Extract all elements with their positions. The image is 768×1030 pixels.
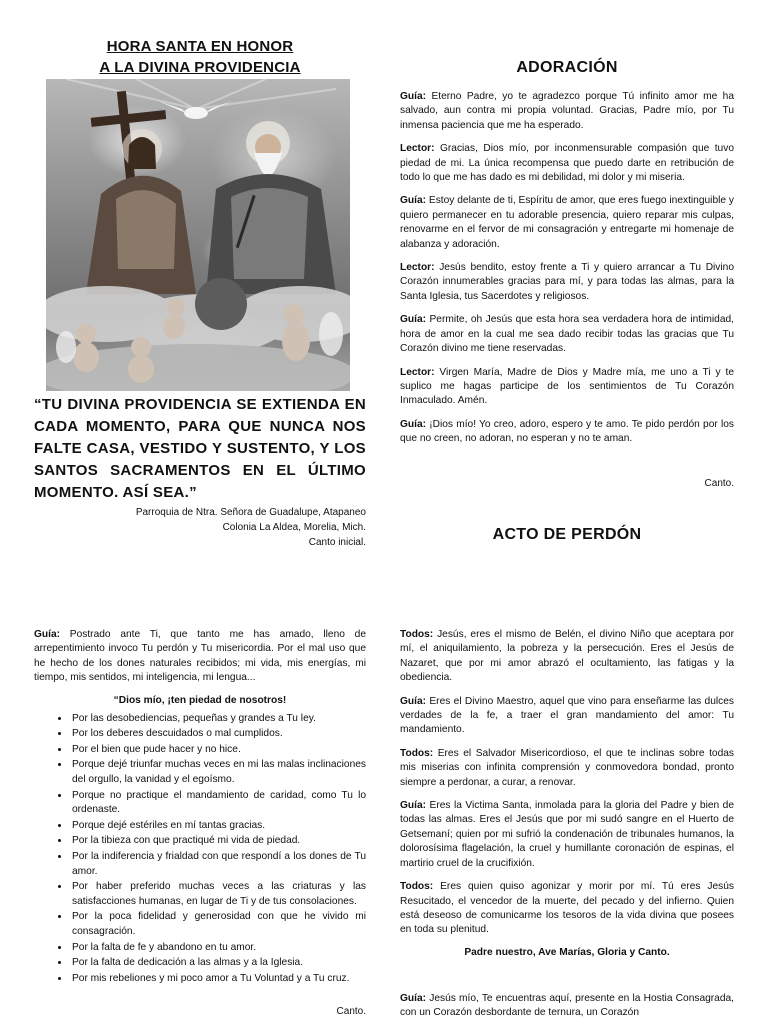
speaker-label: Guía: [400, 800, 427, 812]
list-item: • Porque dejé triunfar muchas veces en mi las malas inclinaciones del orgullo, la vanidad y el egoísmo. [70, 758, 366, 787]
dialogue-text: Virgen María, Madre de Dios y Madre mía, me uno a Ti y te suplico me hagas participe de los sentimientos de Tu Corazón Inmaculado. Amén. [400, 366, 734, 407]
list-item: • Porque no practique el mandamiento de caridad, como Tu lo ordenaste. [70, 789, 366, 818]
dialogue-paragraph [400, 90, 734, 133]
speaker-label: Guía: [400, 993, 427, 1004]
speaker-label: Guía: [400, 195, 427, 207]
dialogue-text: Eres la Victima Santa, inmolada para la gloria del Padre y bien de todas las almas. Eres el Jesús que por mi sudó sangre en el Huerto de Getsemaní; quien por mi sufrió la condenación de tribunales humanos, la dolorosísima flagelación, la cruel y humillante coronación de espinas, el martirio cruel de la crucifixión. [400, 800, 734, 869]
dialogue-paragraph [400, 194, 734, 252]
parish-line-2: Colonia La Aldea, Morelia, Mich. [222, 522, 366, 533]
perdon-title: ACTO DE PERDÓN [492, 526, 642, 543]
document-title [34, 36, 366, 78]
dialogue-text: Jesús bendito, estoy frente a Ti y quiero arrancar a Tu Divino Corazón innumerables gracias para mí, y para todas las almas, para la Santa Iglesia, tus Sacerdotes y religiosos. [400, 262, 734, 302]
dialogue-paragraph [400, 695, 734, 738]
providence-quote: “TU DIVINA PROVIDENCIA SE EXTIENDA EN CADA MOMENTO, PARA QUE NUNCA NOS FALTE CASA, VESTIDO Y SUSTENTO, Y LOS SANTOS SACRAMENTOS EN EL ÚLTIMO MOMENTO. ASÍ SEA.” [34, 396, 366, 501]
list-item: • Por haber preferido muchas veces a las criaturas y las satisfacciones humanas, en lugar de Ti y de tus consolaciones. [70, 880, 366, 909]
dialogue-text: Postrado ante Ti, que tanto me has amado, lleno de arrepentimiento invoco Tu perdón y Tu misericordia. Por el mal uso que he hecho de los dones naturales recibidos; mi vida, mis energías, mi tiempo, mis sentidos, mi inteligencia, mi lengua... [34, 629, 366, 684]
dialogue-paragraph [400, 747, 734, 790]
dialogue-paragraph [400, 313, 734, 356]
dialogue-paragraph [400, 142, 734, 185]
jesus-figure [86, 129, 196, 294]
parish-info [34, 505, 366, 550]
canto-label: Canto. [704, 478, 734, 489]
list-item: • Por la tibieza con que practiqué mi vida de piedad. [70, 834, 366, 849]
speaker-label: Todos: [400, 881, 434, 893]
dialogue-text: Estoy delante de ti, Espíritu de amor, que eres fuego inextinguible y quiero permanecer en tu adorable presencia, quiero reparar mis culpas, renovarme en el fervor de mi consagración y entregarte mi homenaje de alabanza y adoración. [400, 195, 734, 250]
speaker-label: Todos: [400, 747, 434, 759]
dialogue-paragraph [400, 799, 734, 871]
dialogue-text: Permite, oh Jesús que esta hora sea verdadera hora de intimidad, hora de amor en la cual me sea dado recibir todas las gracias que Tu Corazón divino me tiene reservadas. [400, 314, 734, 355]
title-line-1: HORA SANTA EN HONOR [106, 38, 294, 55]
list-item: • Por las desobediencias, pequeñas y grandes a Tu ley. [70, 712, 366, 727]
forgiveness-list [34, 712, 366, 987]
perdon-left-column [34, 628, 366, 987]
dialogue-text: Jesús, eres el mismo de Belén, el divino Niño que aceptara por mí, el aniquilamiento, la pobreza y la persecución. Eres el Jesús de Nazaret, que por mi amor abrazó el ocultamiento, las fatigas y la obediencia. [400, 629, 734, 684]
list-item: • Por la poca fidelidad y generosidad con que he vivido mi consagración. [70, 910, 366, 939]
dialogue-text: Gracias, Dios mío, por inconmensurable compasión que tuvo piedad de mi. La única recompensa que puedo darte en retribución de todo lo que me has dado es mi debilidad, mi dolor y mi miseria. [400, 143, 734, 184]
parish-line-3: Canto inicial. [308, 537, 366, 548]
speaker-label: Todos: [400, 629, 434, 640]
globe-icon [195, 278, 247, 330]
list-item: • Por la indiferencia y frialdad con que respondí a los dones de Tu amor. [70, 850, 366, 879]
god-father-figure [206, 121, 336, 294]
holy-trinity-illustration [46, 79, 350, 391]
list-item: • Por la falta de fe y abandono en tu amor. [70, 941, 366, 956]
dialogue-text: Eres quien quiso agonizar y morir por mí. Tú eres Jesús Resucitado, el vencedor de la muerte, del pecado y del infierno. Quien está deseoso de comunicarme los tesoros de la vida divina que posees en toda su plenitud. [400, 881, 734, 936]
dialogue-paragraph [400, 366, 734, 409]
dialogue-text: Jesús mío, Te encuentras aquí, presente en la Hostia Consagrada, con un Corazón desbordante de ternura, un Corazón [400, 993, 734, 1019]
dialogue-paragraph [400, 418, 734, 447]
adoracion-dialogue [400, 90, 734, 456]
dialogue-text: Eterno Padre, yo te agradezco porque Tú infinito amor me ha salvado, aun contra mi propia voluntad. Gracias, Padre mío, por Tu inmensa paciencia que me ha esperado. [400, 91, 734, 131]
canto-label: Canto. [336, 1006, 366, 1017]
speaker-label: Guía: [34, 629, 61, 640]
holy-trinity-image [46, 79, 350, 391]
parish-line-1: Parroquia de Ntra. Señora de Guadalupe, Atapaneo [135, 507, 366, 518]
title-line-2: A LA DIVINA PROVIDENCIA [99, 59, 301, 76]
list-item: • Por los deberes descuidados o mal cumplidos. [70, 727, 366, 742]
list-item: • Porque dejé estériles en mí tantas gracias. [70, 819, 366, 834]
dialogue-paragraph [400, 261, 734, 304]
speaker-label: Guía: [400, 314, 427, 326]
dialogue-paragraph [34, 628, 366, 686]
adoracion-title: ADORACIÓN [516, 59, 618, 76]
speaker-label: Lector: [400, 143, 435, 155]
speaker-label: Guía: [400, 418, 427, 430]
dialogue-paragraph [400, 880, 734, 938]
perdon-right-column [400, 628, 734, 958]
dialogue-text: ¡Dios mío! Yo creo, adoro, espero y te amo. Te pido perdón por los que no creen, no adoran, no esperan y no te aman. [400, 418, 734, 445]
dialogue-text: Eres el Divino Maestro, aquel que vino para enseñarme las dulces verdades de la fe, a traer el gran mandamiento del amor: Tu mandamiento. [400, 695, 734, 736]
list-title: “Dios mío, ¡ten piedad de nosotros! [113, 694, 287, 706]
speaker-label: Guía: [400, 695, 427, 707]
speaker-label: Lector: [400, 262, 435, 274]
prayers-line: Padre nuestro, Ave Marías, Gloria y Canto. [464, 946, 670, 958]
dialogue-paragraph [400, 628, 734, 686]
dialogue-text: Eres el Salvador Misericordioso, el que te inclinas sobre todas mis miserias con infinita comprensión y conmovedora bondad, pronto siempre a perdonar, a curar, a renovar. [400, 747, 734, 788]
dialogue-paragraph [400, 992, 734, 1021]
perdon-last-paragraph [400, 992, 734, 1030]
list-item: • Por la falta de dedicación a las almas y a la Iglesia. [70, 956, 366, 971]
speaker-label: Guía: [400, 91, 427, 102]
list-item: • Por mis rebeliones y mi poco amor a Tu Voluntad y a Tu cruz. [70, 972, 366, 987]
list-item: • Por el bien que pude hacer y no hice. [70, 743, 366, 758]
speaker-label: Lector: [400, 366, 435, 378]
